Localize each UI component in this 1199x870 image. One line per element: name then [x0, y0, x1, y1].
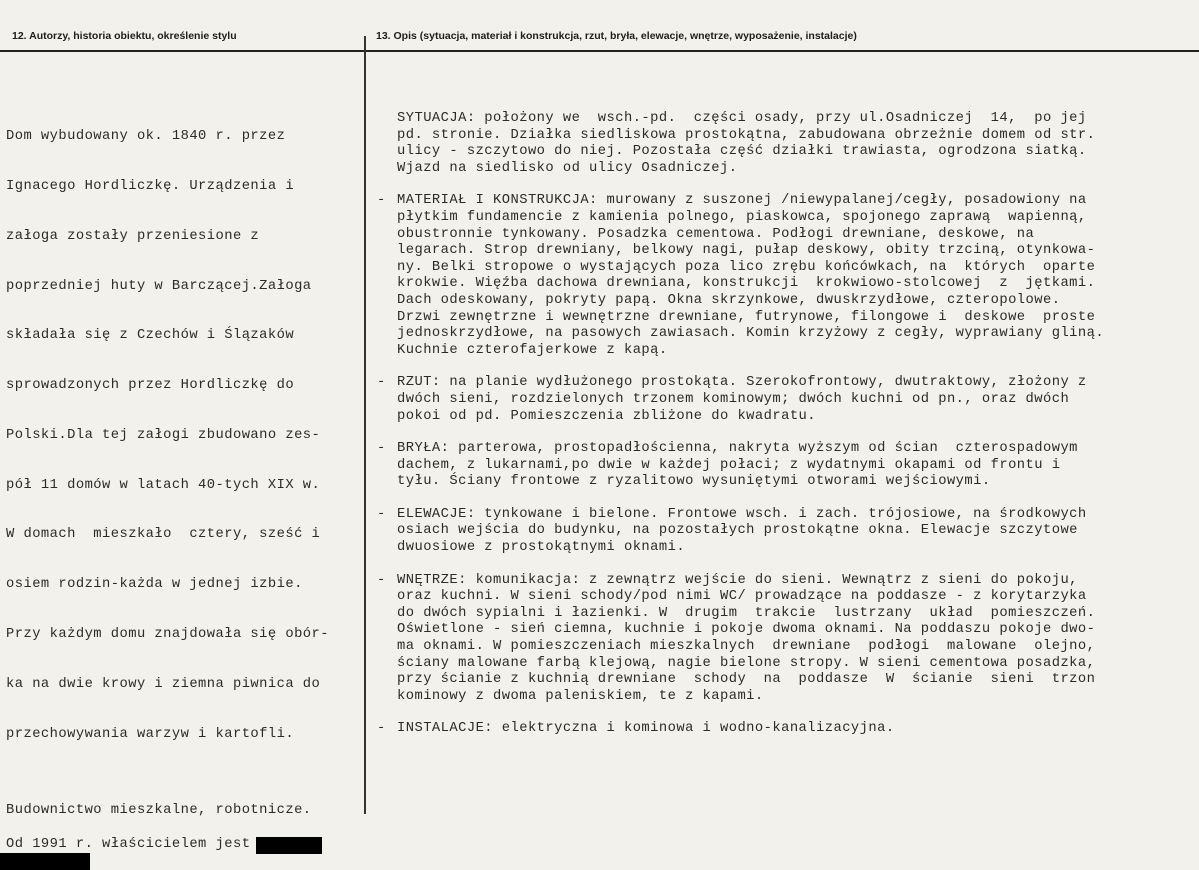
description-line: MATERIAŁ I KONSTRUKCJA: murowany z suszonej /niewypalanej/cegły, posadowiony na — [397, 193, 1087, 209]
description-section — [377, 507, 1192, 557]
description-line: INSTALACJE: elektryczna i kominowa i wodno-kanalizacyjna. — [397, 721, 895, 737]
redaction-bar-continued — [0, 853, 90, 870]
history-line: pół 11 domów w latach 40-tych XIX w. — [6, 477, 321, 493]
description-line: krokwie. Więźba dachowa drewniana, konstrukcji krokwiowo-stolcowej z jętkami. — [397, 276, 1096, 292]
description-line: ściany malowane farbą klejową, nagie bielone stropy. W sieni cementowa posadzka, — [397, 655, 1096, 671]
description-line: ny. Belki stropowe o wystających poza lico zrębu końcówkach, na których oparte — [397, 259, 1096, 275]
description-line: tyłu. Ściany frontowe z ryzalitowo wysuniętymi otworami wejściowymi. — [397, 474, 991, 490]
section-bullet: - — [377, 506, 386, 522]
history-line: osiem rodzin-każda w jednej izbie. — [6, 577, 303, 593]
description-line: pokoi od pd. Pomieszczenia zbliżone do kwadratu. — [397, 408, 817, 424]
history-line: ka na dwie krowy i ziemna piwnica do — [6, 676, 321, 692]
description-line: dwuosiowe z prostokątnymi oknami. — [397, 540, 686, 556]
description-line: płytkim fundamencie z kamienia polnego, piaskowca, spojonego zaprawą wapienną, — [397, 209, 1087, 225]
history-line: Przy każdym domu znajdowała się obór- — [6, 627, 329, 642]
history-line: sprowadzonych przez Hordliczkę do — [6, 378, 295, 394]
section-12-heading: 12. Autorzy, historia obiektu, określenie stylu — [12, 30, 237, 42]
history-line: składała się z Czechów i Ślązaków — [6, 328, 295, 344]
section-bullet: - — [377, 441, 386, 457]
description-line: Kuchnie czterofajerkowe z kapą. — [397, 342, 668, 358]
description-line: ulicy - szczytowo do niej. Pozostała część działki trawiasta, ogrodzona siatką. — [397, 144, 1087, 160]
section-bullet: - — [377, 375, 386, 391]
description-line: ma oknami. W pomieszczeniach mieszkalnych drewniane podłogi malowane olejno, — [397, 639, 1096, 655]
description-line: Oświetlone - sień ciemna, kuchnie i pokoje dwoma oknami. Na poddaszu pokoje dwo- — [397, 622, 1096, 638]
description-column — [377, 111, 1192, 754]
description-line: Wjazd na siedlisko od ulicy Osadniczej. — [397, 160, 738, 176]
description-section — [377, 573, 1192, 706]
description-line: obustronnie tynkowany. Posadzka cementowa. Podłogi drewniane, deskowe, na — [397, 226, 1035, 242]
description-line: dachem, z lukarnami,po dwie w każdej połaci; z wydatnymi okapami od frontu i — [397, 457, 1061, 473]
owner-text: Od 1991 r. właścicielem jest — [6, 836, 251, 852]
section-bullet: - — [377, 721, 386, 737]
description-line: jednoskrzydłowe, na pasowych zawiasach. Komin krzyżowy z cegły, wyprawiany gliną. — [397, 326, 1105, 342]
description-line: Dach odeskowany, pokryty papą. Okna skrzynkowe, dwuskrzydłowe, czteropolowe. — [397, 292, 1061, 308]
description-line: BRYŁA: parterowa, prostopadłościenna, nakryta wyższym od ścian czterospadowym — [397, 441, 1078, 457]
description-line: WNĘTRZE: komunikacja: z zewnątrz wejście do sieni. Wewnątrz z sieni do pokoju, — [397, 572, 1078, 588]
description-section — [377, 721, 1192, 738]
description-line: do dwóch sypialni i łazienki. W drugim trakcie lustrzany układ pomieszczeń. — [397, 605, 1096, 621]
description-section — [377, 111, 1192, 177]
history-line: załoga zostały przeniesione z — [6, 228, 260, 244]
redaction-bar — [256, 837, 322, 854]
description-line: pd. stronie. Działka siedliskowa prostokątna, zabudowana obrzeżnie domem od str. — [397, 127, 1096, 143]
description-line: Drzwi zewnętrzne i wewnętrzne drewniane, futrynowe, filongowe i deskowe proste — [397, 309, 1096, 325]
description-line: osiach wejścia do budynku, na pozostałych prostokątne okna. Elewacje szczytowe — [397, 523, 1078, 539]
column-divider — [364, 36, 366, 814]
description-line: legarach. Strop drewniany, belkowy nagi, pułap deskowy, obity trzciną, otynkowa- — [397, 243, 1096, 259]
history-line: W domach mieszkało cztery, sześć i — [6, 527, 321, 543]
history-paragraph — [6, 96, 362, 776]
section-bullet: - — [377, 193, 386, 209]
description-line: oraz kuchni. W sieni schody/pod nimi WC/ prowadzące na poddasze - z korytarzyka — [397, 589, 1087, 605]
history-line: przechowywania warzyw i kartofli. — [6, 726, 295, 742]
section-13-heading: 13. Opis (sytuacja, materiał i konstrukcja, rzut, bryła, elewacje, wnętrze, wyposażenie, instalacje) — [376, 30, 857, 42]
history-line: Dom wybudowany ok. 1840 r. przez — [6, 129, 286, 145]
history-column — [6, 96, 362, 854]
history-line: Ignacego Hordliczkę. Urządzenia i — [6, 178, 295, 194]
description-line: SYTUACJA: położony we wsch.-pd. części osady, przy ul.Osadniczej 14, po jej — [397, 111, 1087, 126]
description-line: RZUT: na planie wydłużonego prostokąta. Szerokofrontowy, dwutraktowy, złożony z — [397, 375, 1087, 391]
description-line: dwóch sieni, rozdzielonych trzonem kominowym; dwóch kuchni od pn., oraz dwóch — [397, 391, 1070, 407]
description-line: kominowy z dwoma paleniskiem, te z kapami. — [397, 688, 764, 704]
description-line: przy ścianie z kuchnią drewniane schody na poddasze W ścianie sieni trzon — [397, 672, 1096, 688]
header-divider — [0, 50, 1199, 52]
description-section — [377, 375, 1192, 425]
history-line: poprzedniej huty w Barczącej.Załoga — [6, 278, 312, 294]
style-classification: Budownictwo mieszkalne, robotnicze. — [6, 803, 312, 819]
description-line: ELEWACJE: tynkowane i bielone. Frontowe wsch. i zach. trójosiowe, na środkowych — [397, 506, 1087, 522]
history-line: Polski.Dla tej załogi zbudowano zes- — [6, 427, 321, 443]
section-bullet: - — [377, 572, 386, 588]
description-section — [377, 441, 1192, 491]
description-section — [377, 193, 1192, 359]
owner-line — [6, 837, 362, 854]
